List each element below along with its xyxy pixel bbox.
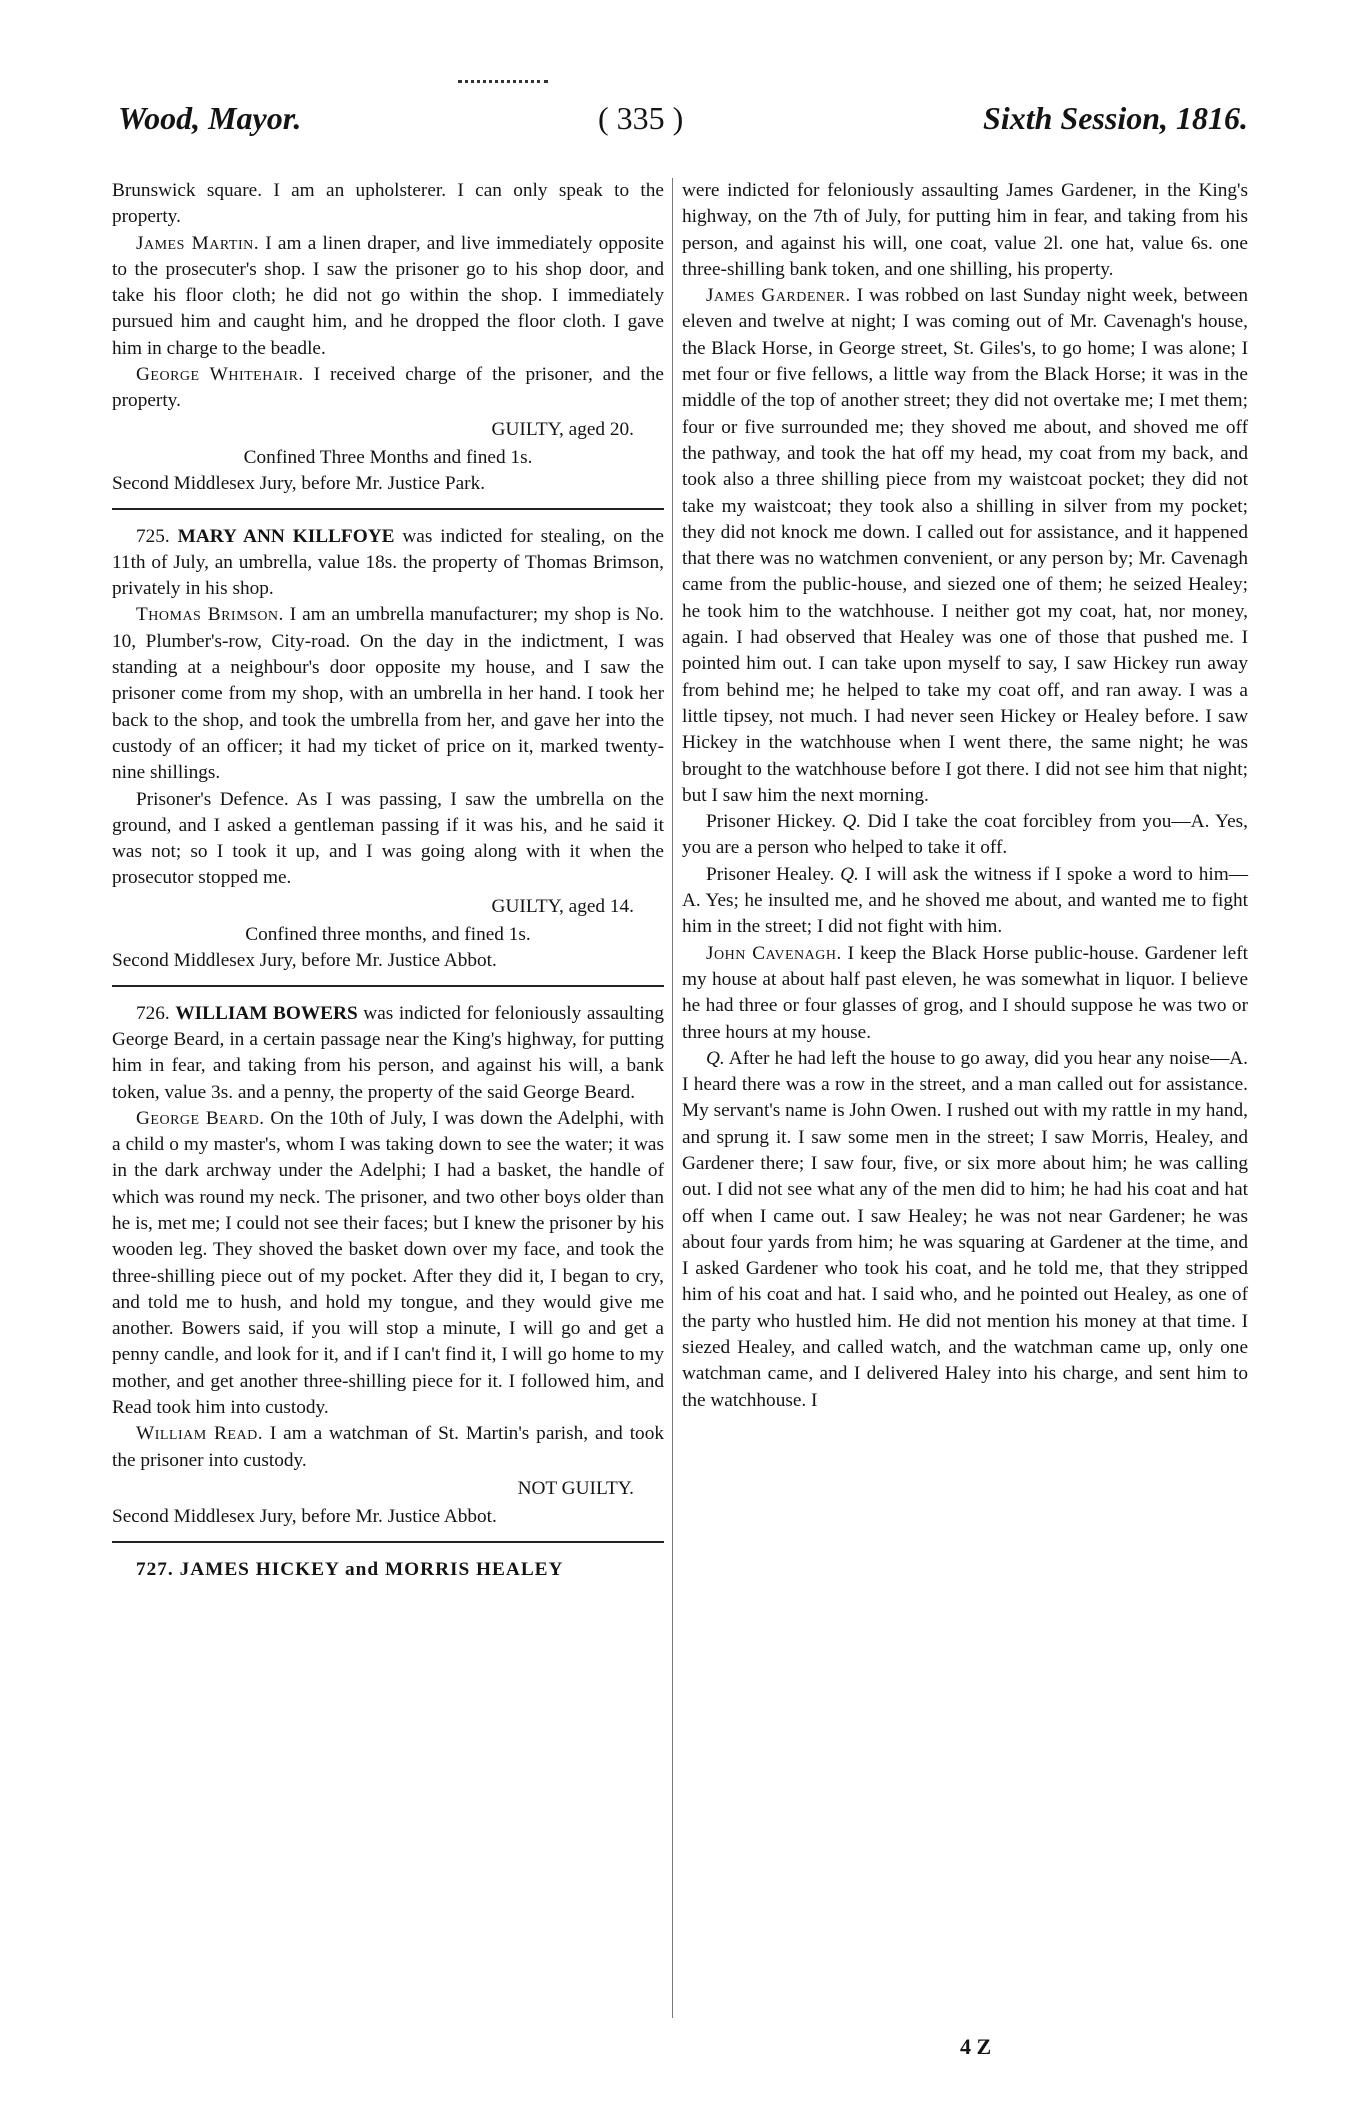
testimony — [682, 283, 1248, 809]
right-column — [682, 178, 1248, 1414]
header-right: Sixth Session, 1816. — [983, 100, 1248, 136]
examination — [682, 1046, 1248, 1414]
verdict: GUILTY, aged 20. — [491, 418, 634, 440]
witness-name: George Beard. — [136, 1107, 265, 1129]
testimony — [112, 362, 664, 415]
section-rule — [112, 1541, 664, 1543]
question-marker: Q. — [706, 1047, 725, 1069]
defence — [112, 787, 664, 892]
sentence: Confined Three Months and fined 1s. — [243, 446, 533, 468]
witness-name: Thomas Brimson. — [136, 604, 284, 626]
verdict: GUILTY, aged 14. — [491, 895, 634, 917]
defence-label: Prisoner's Defence. — [136, 788, 289, 810]
cross-examination — [682, 862, 1248, 941]
paragraph: Brunswick square. I am an upholsterer. I can only speak to the property. — [112, 180, 664, 228]
case-heading: 727. JAMES HICKEY and MORRIS HEALEY — [136, 1558, 564, 1580]
case-heading — [112, 524, 664, 603]
testimony — [112, 1106, 664, 1422]
defence-text: As I was passing, I saw the umbrella on the ground, and I asked a gentleman passing if it was his, and he said it was not; so I took it up, and I was going along with it when the prosecutor stopped me. — [112, 788, 664, 889]
left-column — [112, 178, 664, 1583]
jury-line: Second Middlesex Jury, before Mr. Justice Park. — [112, 473, 486, 495]
question-marker: Q. — [842, 811, 862, 833]
testimony — [112, 602, 664, 786]
case-number: 725. — [136, 525, 170, 547]
header-left: Wood, Mayor. — [118, 100, 302, 136]
exchange-text: After he had left the house to go away, did you hear any noise—A. I heard there was a row in the street, and a man called out for assistance. My servant's name is John Owen. I rushed out with my rattle in my hand, and sprung it. I saw some men in the street; I saw Morris, Healey, and Gardener there; I saw four, five, or six more about him; he was calling out. I did not see what any of the men did to him; he had his coat and hat off when I came out. I saw Healey; he was not near Gardener; he was about four yards from him; he was squaring at Gardener at the time, and I asked Gardener who took his coat, and he told me, that they stripped him of his coat and hat. I said who, and he pointed out Healey, as one of the party who hustled him. He did not mention his money at that time. I siezed Healey, and called watch, and the watchman came up, only one watchman came, and I delivered Haley into his charge, and sent him to the watchhouse. I — [682, 1047, 1248, 1411]
testimony-text: I keep the Black Horse public-house. Gardener left my house at about half past eleven, he was somewhat in liquor. I believe he had three or four glasses of grog, and I should suppose he was two or three hours at my house. — [682, 942, 1248, 1043]
verdict: NOT GUILTY. — [517, 1477, 634, 1499]
witness-name: James Martin. — [136, 232, 260, 254]
case-number: 726. — [136, 1002, 170, 1024]
indictment-text: was indicted for feloniously assaulting George Beard, in a certain passage near the King's highway, for putting him in fear, and taking from his person, and against his will, a bank token, value 3s. and a penny, the property of the said George Beard. — [112, 1002, 664, 1103]
case-heading — [112, 1001, 664, 1106]
defendant-name: WILLIAM BOWERS — [175, 1002, 358, 1024]
testimony — [112, 1421, 664, 1474]
section-rule — [112, 508, 664, 510]
testimony-text: I am an umbrella manufacturer; my shop is No. 10, Plumber's-row, City-road. On the day in the indictment, I was standing at a neighbour's door opposite my house, and I saw the prisoner come from my shop, with an umbrella in her hand. I took her back to the shop, and took the umbrella from her, and gave her into the custody of an officer; it had my ticket of price on it, marked twenty-nine shillings. — [112, 604, 664, 784]
witness-name: John Cavenagh. — [706, 942, 842, 964]
question-marker: Q. — [840, 863, 859, 885]
sentence: Confined three months, and fined 1s. — [245, 924, 531, 946]
exchange-text: Did I take the coat forcibley from you—A. Yes, you are a person who helped to take it off. — [682, 811, 1248, 859]
exchange-text: I will ask the witness if I spoke a word to him—A. Yes; he insulted me, and he shoved me about, and wanted me to fight him in the street; I did not fight with him. — [682, 863, 1249, 938]
indictment-text: were indicted for feloniously assaulting James Gardener, in the King's highway, on the 7th of July, for putting him in fear, and taking from his person, and against his will, one coat, value 2l. one hat, value 6s. one three-shilling bank token, and one shilling, his property. — [682, 180, 1248, 280]
testimony — [682, 941, 1248, 1046]
signature-mark: 4 Z — [960, 2034, 992, 2059]
prisoner-label: Prisoner Hickey. — [706, 811, 836, 833]
testimony — [112, 231, 664, 362]
column-divider — [672, 178, 673, 2018]
section-rule — [112, 985, 664, 987]
page-number: ( 335 ) — [598, 100, 684, 136]
jury-line: Second Middlesex Jury, before Mr. Justice Abbot. — [112, 1506, 497, 1528]
testimony-text: I am a linen draper, and live immediately opposite to the prosecuter's shop. I saw the prisoner go to his shop door, and take his floor cloth; he did not go within the shop. I immediately pursued him and caught him, and he dropped the floor cloth. I gave him in charge to the beadle. — [112, 232, 664, 359]
jury-line: Second Middlesex Jury, before Mr. Justice Abbot. — [112, 950, 497, 972]
witness-name: James Gardener. — [706, 285, 851, 307]
cross-examination — [682, 809, 1248, 862]
witness-name: William Read. — [136, 1423, 264, 1445]
indictment-text: was indicted for stealing, on the 11th of July, an umbrella, value 18s. the property of Thomas Brimson, privately in his shop. — [112, 525, 664, 600]
prisoner-label: Prisoner Healey. — [706, 863, 835, 885]
defendant-name: MARY ANN KILLFOYE — [177, 525, 395, 547]
witness-name: George Whitehair. — [136, 364, 304, 386]
page-header — [118, 100, 1248, 160]
testimony-text: I was robbed on last Sunday night week, between eleven and twelve at night; I was coming out of Mr. Cavenagh's house, the Black Horse, in George street, St. Giles's, to go home; I was alone; I met four or five fellows, a little way from the Black Horse; it was in the middle of the top of another street; they did not overtake me; I met them; four or five surrounded me; they shoved me about, and shoved me off the pathway, and took the hat off my head, my coat from my back, and took also a three shilling piece from my waistcoat pocket; they did not take my waistcoat; they took also a shilling in silver from my pocket; they did not knock me down. I called out for assistance, and it happened that there was no watchmen convenient, or any person by; Mr. Cavenagh came from the public-house, and siezed one of them; he seized Healey; he took him to the watchhouse. I neither got my coat, hat, nor money, again. I had observed that Healey was one of those that pushed me. I pointed him out. I can take upon myself to say, I saw Hickey run away from behind me; he helped to take my coat off, and ran away. I was a little tipsey, not much. I had never seen Hickey or Healey before. I saw Hickey in the watchhouse when I went there, the same night; he was brought to the watchhouse before I got there. I did not see him that night; but I saw him the next morning. — [682, 285, 1248, 806]
testimony-text: On the 10th of July, I was down the Adelphi, with a child o my master's, whom I was taking down to see the water; it was in the dark archway under the Adelphi; I had a basket, the handle of which was round my neck. The prisoner, and two other boys older than he is, met me; I could not see their faces; but I knew the prisoner by his wooden leg. They shoved the basket down over my face, and took the three-shilling piece out of my pocket. After they did it, I began to cry, and told me to hush, and hold my tongue, and they would give me another. Bowers said, if you will stop a minute, I will go and get a penny candle, and look for it, and if I can't find it, I will go home to my mother, and get another three-shilling piece for it. I followed him, and Read took him into custody. — [112, 1107, 664, 1419]
testimony-text: I am a watchman of St. Martin's parish, and took the prisoner into custody. — [112, 1423, 664, 1471]
testimony-text: I received charge of the prisoner, and the property. — [112, 364, 664, 412]
header-ornament — [458, 62, 548, 83]
